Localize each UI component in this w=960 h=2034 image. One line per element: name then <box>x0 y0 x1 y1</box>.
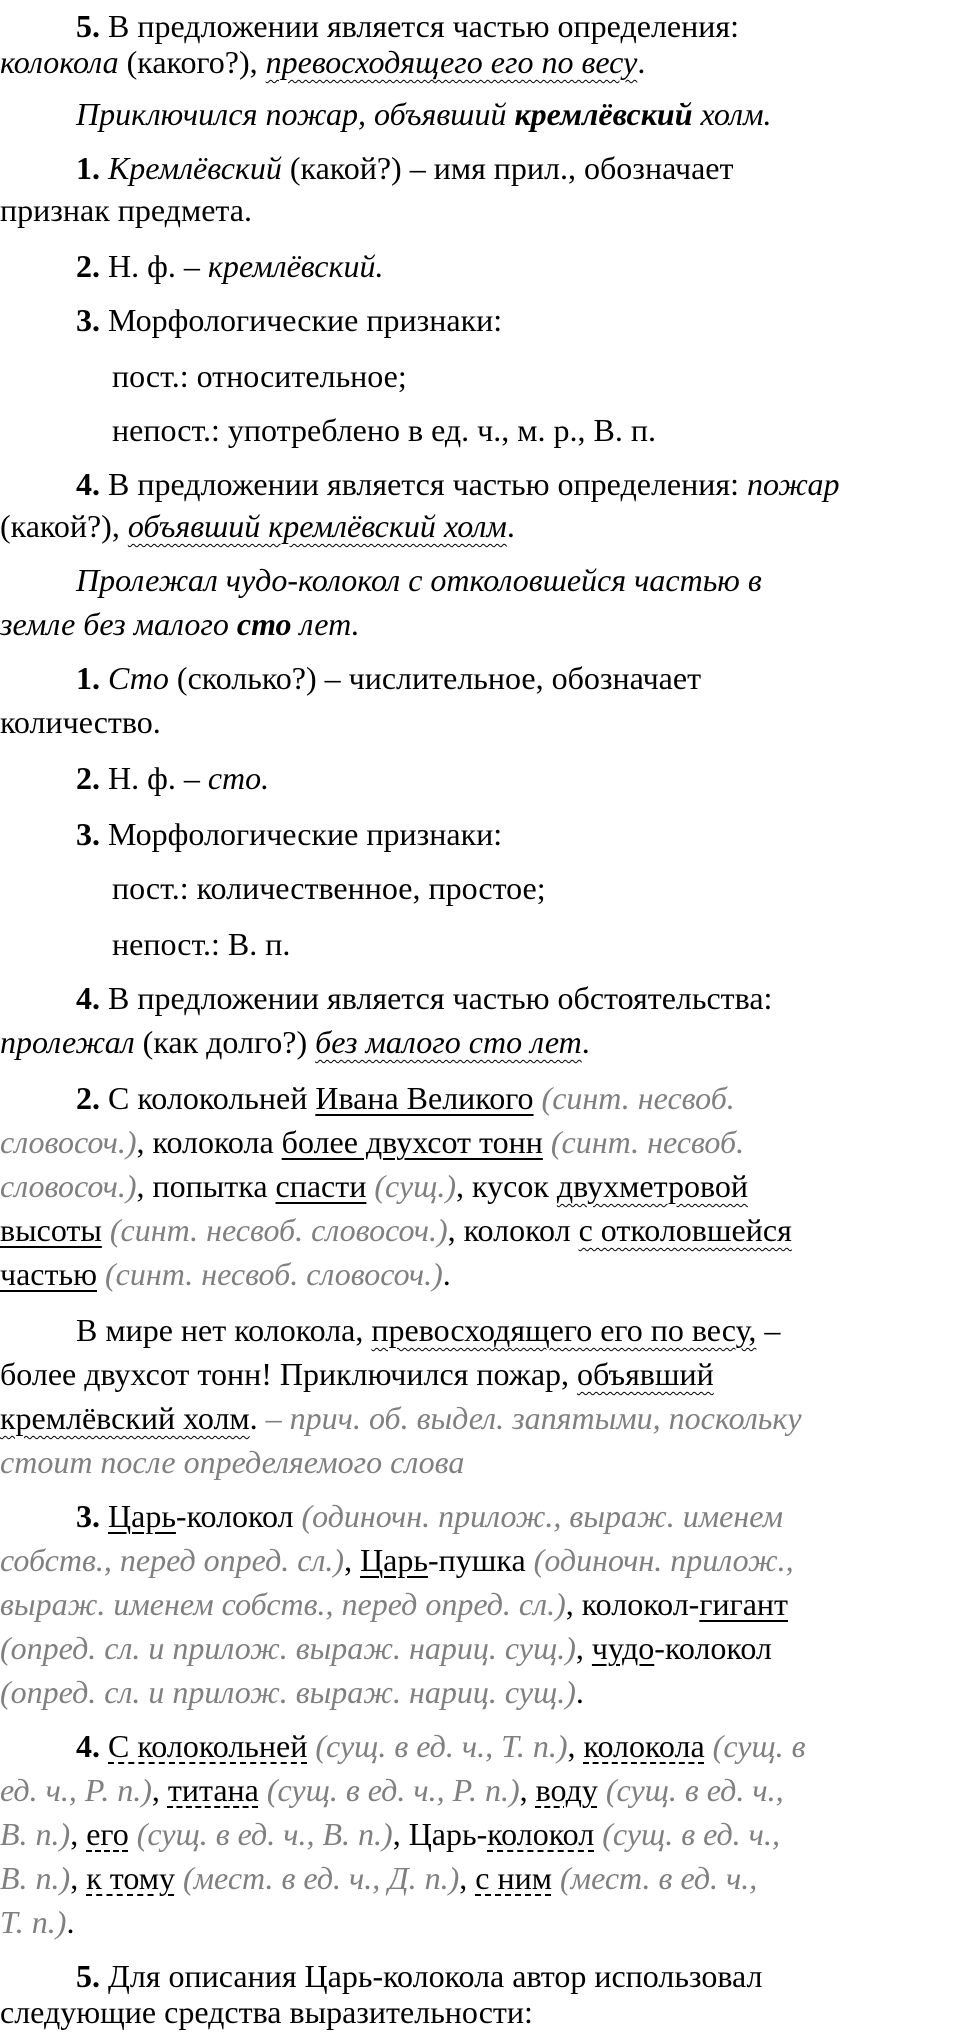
paragraph-line: словосоч.), колокола более двухсот тонн (синт. несвоб. <box>0 1124 745 1160</box>
paragraph-line: (опред. сл. и прилож. выраж. нариц. сущ.). <box>0 1674 584 1710</box>
item-number: 5. <box>76 8 100 44</box>
paragraph-line: В. п.), к тому (мест. в ед. ч., Д. п.), с ним (мест. в ед. ч., <box>0 1860 758 1896</box>
paragraph-line: признак предмета. <box>0 192 252 228</box>
paragraph-line: 4. В предложении является частью обстоятельства: <box>76 980 773 1016</box>
paragraph-line: выраж. именем собств., перед опред. сл.), колокол-гигант <box>0 1586 788 1622</box>
paragraph-line: (какой?), объявший кремлёвский холм. <box>0 508 515 544</box>
paragraph-line: 1. Кремлёвский (какой?) – имя прил., обозначает <box>76 150 734 186</box>
paragraph-line: следующие средства выразительности: <box>0 1994 533 2030</box>
paragraph-line: 3. Морфологические признаки: <box>76 302 503 338</box>
paragraph-line: собств., перед опред. сл.), Царь-пушка (одиночн. прилож., <box>0 1542 794 1578</box>
paragraph-line: непост.: В. п. <box>112 926 291 962</box>
paragraph-line: частью (синт. несвоб. словосоч.). <box>0 1256 451 1292</box>
paragraph-line: ед. ч., Р. п.), титана (сущ. в ед. ч., Р. п.), воду (сущ. в ед. ч., <box>0 1772 784 1808</box>
paragraph-line: Т. п.). <box>0 1904 75 1940</box>
paragraph-line: непост.: употреблено в ед. ч., м. р., В. п. <box>112 412 656 448</box>
paragraph-line: 2. Н. ф. – кремлёвский. <box>76 248 384 284</box>
paragraph-line: пост.: относительное; <box>112 358 407 394</box>
paragraph-line: более двухсот тонн! Приключился пожар, объявший <box>0 1356 714 1392</box>
paragraph-line: 3. Морфологические признаки: <box>76 816 503 852</box>
paragraph-line: стоит после определяемого слова <box>0 1444 465 1480</box>
paragraph-line: 2. Н. ф. – сто. <box>76 760 270 796</box>
paragraph-line: кремлёвский холм. – прич. об. выдел. запятыми, поскольку <box>0 1400 802 1436</box>
paragraph-line: 3. Царь-колокол (одиночн. прилож., выраж. именем <box>76 1498 784 1534</box>
paragraph-line: пост.: количественное, простое; <box>112 870 546 906</box>
paragraph-line: 5. Для описания Царь-колокола автор использовал <box>76 1958 763 1994</box>
example-sentence: земле без малого сто лет. <box>0 606 360 642</box>
paragraph-line: 2. С колокольней Ивана Великого (синт. несвоб. <box>76 1080 735 1116</box>
paragraph-line: 1. Сто (сколько?) – числительное, обозначает <box>76 660 702 696</box>
paragraph-line: В. п.), его (сущ. в ед. ч., В. п.), Царь-колокол (сущ. в ед. ч., <box>0 1816 780 1852</box>
paragraph-line: высоты (синт. несвоб. словосоч.), колокол с отколовшейся <box>0 1212 792 1248</box>
paragraph-line: словосоч.), попытка спасти (сущ.), кусок двухметровой <box>0 1168 748 1204</box>
paragraph-line: 5. В предложении является частью определения: <box>76 8 739 44</box>
paragraph-line: колокола (какого?), превосходящего его по весу. <box>0 44 646 80</box>
example-sentence: Приключился пожар, объявший кремлёвский холм. <box>76 96 772 132</box>
paragraph-line: количество. <box>0 704 161 740</box>
paragraph-line: пролежал (как долго?) без малого сто лет. <box>0 1024 590 1060</box>
paragraph-line: 4. В предложении является частью определения: пожар <box>76 466 840 502</box>
example-sentence: Пролежал чудо-колокол с отколовшейся частью в <box>76 562 762 598</box>
paragraph-line: В мире нет колокола, превосходящего его по весу, – <box>76 1312 781 1348</box>
paragraph-line: 4. С колокольней (сущ. в ед. ч., Т. п.), колокола (сущ. в <box>76 1728 806 1764</box>
paragraph-line: (опред. сл. и прилож. выраж. нариц. сущ.), чудо-колокол <box>0 1630 772 1666</box>
